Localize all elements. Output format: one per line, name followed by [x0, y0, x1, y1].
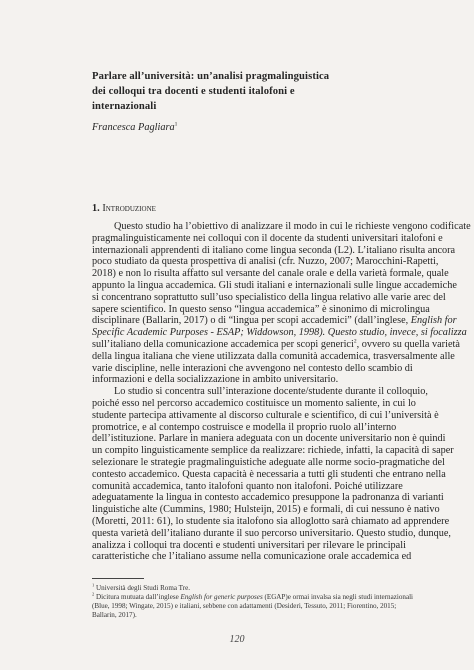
title-line: internazionali [92, 101, 157, 113]
body-line-text: , ovvero su quella varietà [356, 338, 460, 350]
title-line: Parlare all’università: un’analisi pragmalinguistica [92, 71, 330, 82]
author-footnote-mark: 1 [174, 121, 178, 128]
body-italic-text: English for [410, 315, 457, 327]
body-line: della lingua italiana che viene utilizzata dalla comunità accademica, trasversalmente alle [92, 350, 455, 362]
section-number: 1. [92, 203, 100, 214]
page-number: 120 [229, 634, 245, 645]
paper-title [92, 69, 392, 115]
body-line: poco studiato da questa prospettiva di analisi (cfr. Nuzzo, 2007; Marocchini-Rapetti, [92, 256, 439, 268]
body-line: promotrice, e al contempo costruisce e modella il proprio ruolo all’interno [92, 421, 397, 433]
footnote [92, 584, 392, 593]
body-line: contesto accademico. Questa capacità è necessaria a tutti gli studenti che entrano nella [92, 468, 446, 480]
body-line: si concentrano soprattutto sull’uso specialistico della lingua relativo alle varie arec del [92, 291, 446, 303]
author-name [92, 122, 177, 133]
body-line: (Moretti, 2011: 61), lo studente sia italofono sia alloglotto sarà chiamato ad apprendere [92, 515, 450, 527]
body-line-text: sull’italiano della comunicazione accademica per scopi generici [92, 338, 354, 350]
body-line: Questo studio ha l’obiettivo di analizzare il modo in cui le richieste vengono codificate [114, 221, 471, 232]
body-line: pragmalinguisticamente nei colloqui con il docente da studenti universitari italofoni e [92, 232, 443, 244]
body-line [92, 327, 467, 339]
body-line: comunità accademica, tanto italofoni quanto non italofoni. Poiché utilizzare [92, 480, 403, 492]
footnote-divider [92, 578, 144, 579]
footnote-text: (EGAP)e ormai invalsa sia negli studi internazionali [262, 593, 414, 601]
body-line: poiché esso nel percorso accademico costituisce un momento saliente, in cui lo [92, 397, 416, 409]
footnote-italic-text: English for generic purposes [180, 593, 263, 601]
body-line: un compito linguisticamente semplice da realizzare: richiede, infatti, la capacità di saper [92, 445, 454, 457]
body-line: varie discipline, nelle interazioni che avvengono nel contesto dello scambio di [92, 362, 413, 374]
body-line: adeguatamente la lingua in contesto accademico presuppone la padronanza di varianti [92, 492, 444, 504]
footnote-number: 2 [92, 591, 95, 597]
body-line: studente partecipa attivamente al discorso culturale e scientifico, di cui l’università è [92, 409, 439, 421]
section-heading [92, 203, 156, 214]
body-line [92, 315, 457, 327]
footnote-mark: 2 [353, 338, 357, 345]
footnote-text: Università degli Studi Roma Tre. [96, 584, 191, 592]
title-line: dei colloqui tra docenti e studenti italofoni e [92, 86, 295, 98]
body-line: Lo studio si concentra sull’interazione docente/studente durante il colloquio, [114, 386, 428, 398]
body-line: sapere scientifico. In questo senso “lingua accademica” è sinonimo di microlingua [92, 303, 430, 315]
footnote-continuation: Ballarin, 2017). [92, 611, 137, 619]
footnote-continuation: (Blue, 1998; Wingate, 2015) e italiani, sebbene con adattamenti (Desideri, Tessuto, 2011; Fiorentino, 2015; [92, 602, 397, 610]
body-line-text: disciplinare (Ballarin, 2017) o di “lingua per scopi accademici” (dall’inglese, [92, 315, 411, 327]
footnote [92, 591, 414, 602]
body-line: dell’istituzione. Parlare in maniera adeguata con un docente universitario non è quindi [92, 433, 446, 445]
body-line: appunto la lingua accademica. Gli studi italiani e internazionali sulle lingue accademiche [92, 279, 457, 291]
body-text [92, 221, 471, 563]
body-italic-text: Specific Academic Purposes - ESAP; Widdowson, 1998). Questo studio, invece, si focalizza [92, 327, 467, 339]
footnote-text: Dicitura mutuata dall’inglese [96, 593, 181, 601]
footnotes [92, 582, 414, 620]
body-line: 2018) e non lo risulta affatto sul versante del canale orale e della varietà formale, quale [92, 268, 449, 280]
body-line: selezionare le strategie pragmalinguistiche adeguate alle norme socio-pragmatiche del [92, 456, 445, 468]
body-line: caratteristiche che l’italiano assume nella comunicazione orale accademica ed [92, 551, 412, 563]
body-line: internazionali apprendenti di italiano come lingua seconda (L2). L’italiano risulta ancora [92, 244, 456, 256]
body-line: linguistiche alte (Cummins, 1980; Hulsteijn, 2015) e formali, di cui nessuno è nativo [92, 504, 440, 516]
body-line: informazioni e della socializzazione in ambito universitario. [92, 374, 339, 386]
body-line: questa varietà dell’italiano durante il suo percorso universitario. Questo studio, dunque, [92, 527, 451, 539]
footnote-number: 1 [92, 582, 95, 588]
section-title: Introduzione [102, 203, 156, 214]
author-text: Francesca Pagliara [92, 122, 175, 133]
body-line: analizza i colloqui tra docenti e studenti universitari per rilevare le principali [92, 539, 406, 551]
body-line [92, 338, 460, 351]
